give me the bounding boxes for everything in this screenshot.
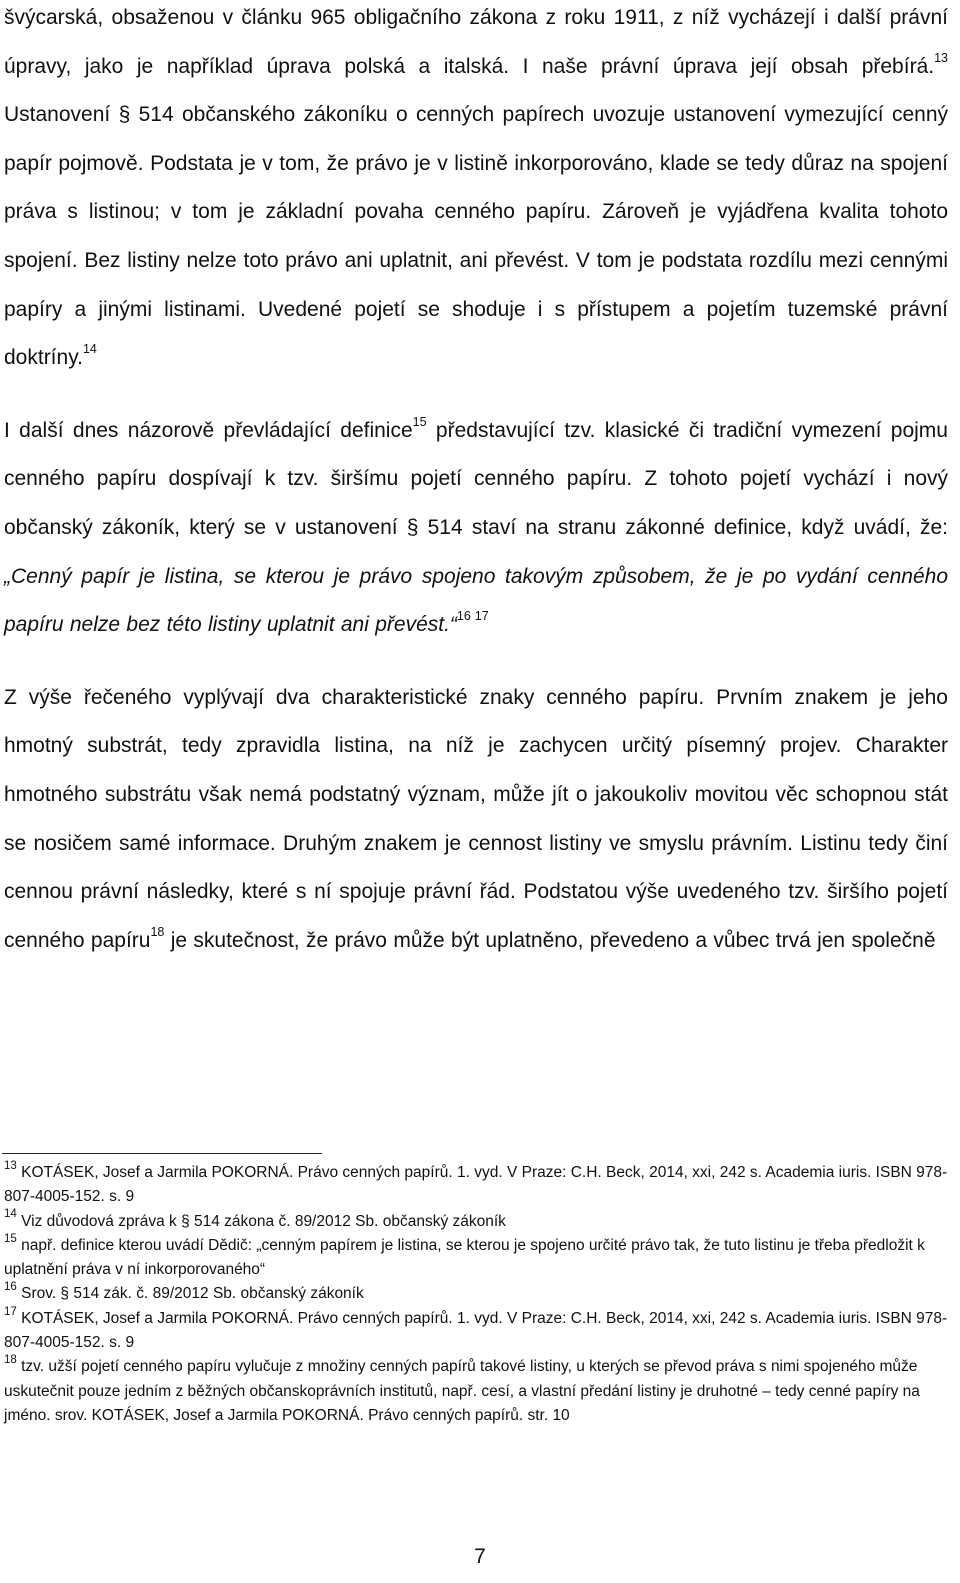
text-segment: švýcarská, obsaženou v článku 965 obligačního zákona z roku 1911, z níž vycházejí i další právní úpravy, jako je například úprava polská a italská. I naše právní úprava její obsah přebírá.	[4, 6, 948, 78]
quoted-definition: „Cenný papír je listina, se kterou je právo spojeno takovým způsobem, že je po vydání cenného papíru nelze bez této listiny uplatnit ani převést.“	[4, 564, 948, 637]
footnote	[4, 1282, 948, 1306]
footnote-text: Viz důvodová zpráva k § 514 zákona č. 89/2012 Sb. občanský zákoník	[16, 1212, 506, 1230]
footnote	[4, 1355, 948, 1428]
footnote	[4, 1234, 948, 1283]
text-segment: představující tzv. klasické či tradiční vymezení pojmu cenného papíru dospívají k tzv. širšímu pojetí cenného papíru. Z tohoto pojetí vychází i nový občanský zákoník, který se v ustanovení § 514 staví na stranu zákonné definice, když uvádí, že:	[4, 418, 948, 539]
footnote	[4, 1307, 948, 1356]
footnote-ref: 15	[412, 414, 427, 429]
body-text	[4, 0, 948, 965]
footnote-number: 15	[4, 1232, 17, 1245]
footnote-number: 16	[4, 1281, 17, 1294]
footnote-text: tzv. užší pojetí cenného papíru vylučuje z množiny cenných papírů takové listiny, u kterých se převod práva s nimi spojeného může uskutečnit pouze jedním z běžných občanskoprávních institutů, např. cesí, a vlastní předání listiny je druhotné – tedy cenné papíry na jméno. srov. KOTÁSEK, Josef a Jarmila POKORNÁ. Právo cenných papírů. str. 10	[4, 1358, 920, 1424]
footnote-number: 13	[4, 1159, 17, 1172]
text-segment: Ustanovení § 514 občanského zákoníku o cenných papírech uvozuje ustanovení vymezující cenný papír pojmově. Podstata je v tom, že právo je v listině inkorporováno, klade se tedy důraz na spojení práva s listinou; v tom je základní povaha cenného papíru. Zároveň je vyjádřena kvalita tohoto spojení. Bez listiny nelze toto právo ani uplatnit, ani převést. V tom je podstata rozdílu mezi cennými papíry a jinými listinami. Uvedené pojetí se shoduje i s přístupem a pojetím tuzemské právní doktríny.	[4, 103, 948, 370]
footnote-text: Srov. § 514 zák. č. 89/2012 Sb. občanský zákoník	[16, 1285, 364, 1303]
footnote-separator	[2, 1153, 322, 1154]
text-segment: I další dnes názorově převládající definice	[4, 418, 413, 442]
footnote	[4, 1161, 948, 1210]
footnote-number: 14	[4, 1208, 17, 1221]
text-segment: Z výše řečeného vyplývají dva charakteristické znaky cenného papíru. Prvním znakem je jeho hmotný substrát, tedy zpravidla listina, na níž je zachycen určitý písemný projev. Charakter hmotného substrátu však nemá podstatný význam, může jít o jakoukoliv movitou věc schopnou stát se nosičem samé informace. Druhým znakem je cennost listiny ve smyslu právním. Listinu tedy činí cennou právní následky, které s ní spojuje právní řád. Podstatou výše uvedeného tzv. širšího pojetí cenného papíru	[4, 685, 948, 952]
footnote-ref: 16 17	[456, 609, 489, 624]
footnote-number: 18	[4, 1354, 17, 1367]
paragraph	[4, 0, 948, 383]
footnote-ref: 14	[82, 342, 97, 357]
footnote-text: např. definice kterou uvádí Dědič: „cenným papírem je listina, se kterou je spojeno určité právo tak, že tuto listinu je třeba předložit k uplatnění práva v ní inkorporovaného“	[4, 1236, 925, 1279]
page-number: 7	[474, 1545, 486, 1568]
footnote	[4, 1210, 948, 1234]
text-segment: je skutečnost, že právo může být uplatněno, převedeno a vůbec trvá jen společně	[164, 928, 936, 952]
footnote-ref: 13	[934, 50, 948, 65]
paragraph	[4, 407, 948, 650]
paragraph	[4, 674, 948, 966]
footnote-text: KOTÁSEK, Josef a Jarmila POKORNÁ. Právo cenných papírů. 1. vyd. V Praze: C.H. Beck, 2014, xxi, 242 s. Academia iuris. ISBN 978-807-4005-152. s. 9	[4, 1309, 948, 1352]
footnotes	[4, 1161, 948, 1428]
footnote-ref: 18	[150, 924, 165, 939]
footnote-number: 17	[4, 1305, 17, 1318]
footnote-text: KOTÁSEK, Josef a Jarmila POKORNÁ. Právo cenných papírů. 1. vyd. V Praze: C.H. Beck, 2014, xxi, 242 s. Academia iuris. ISBN 978-807-4005-152. s. 9	[4, 1164, 948, 1206]
